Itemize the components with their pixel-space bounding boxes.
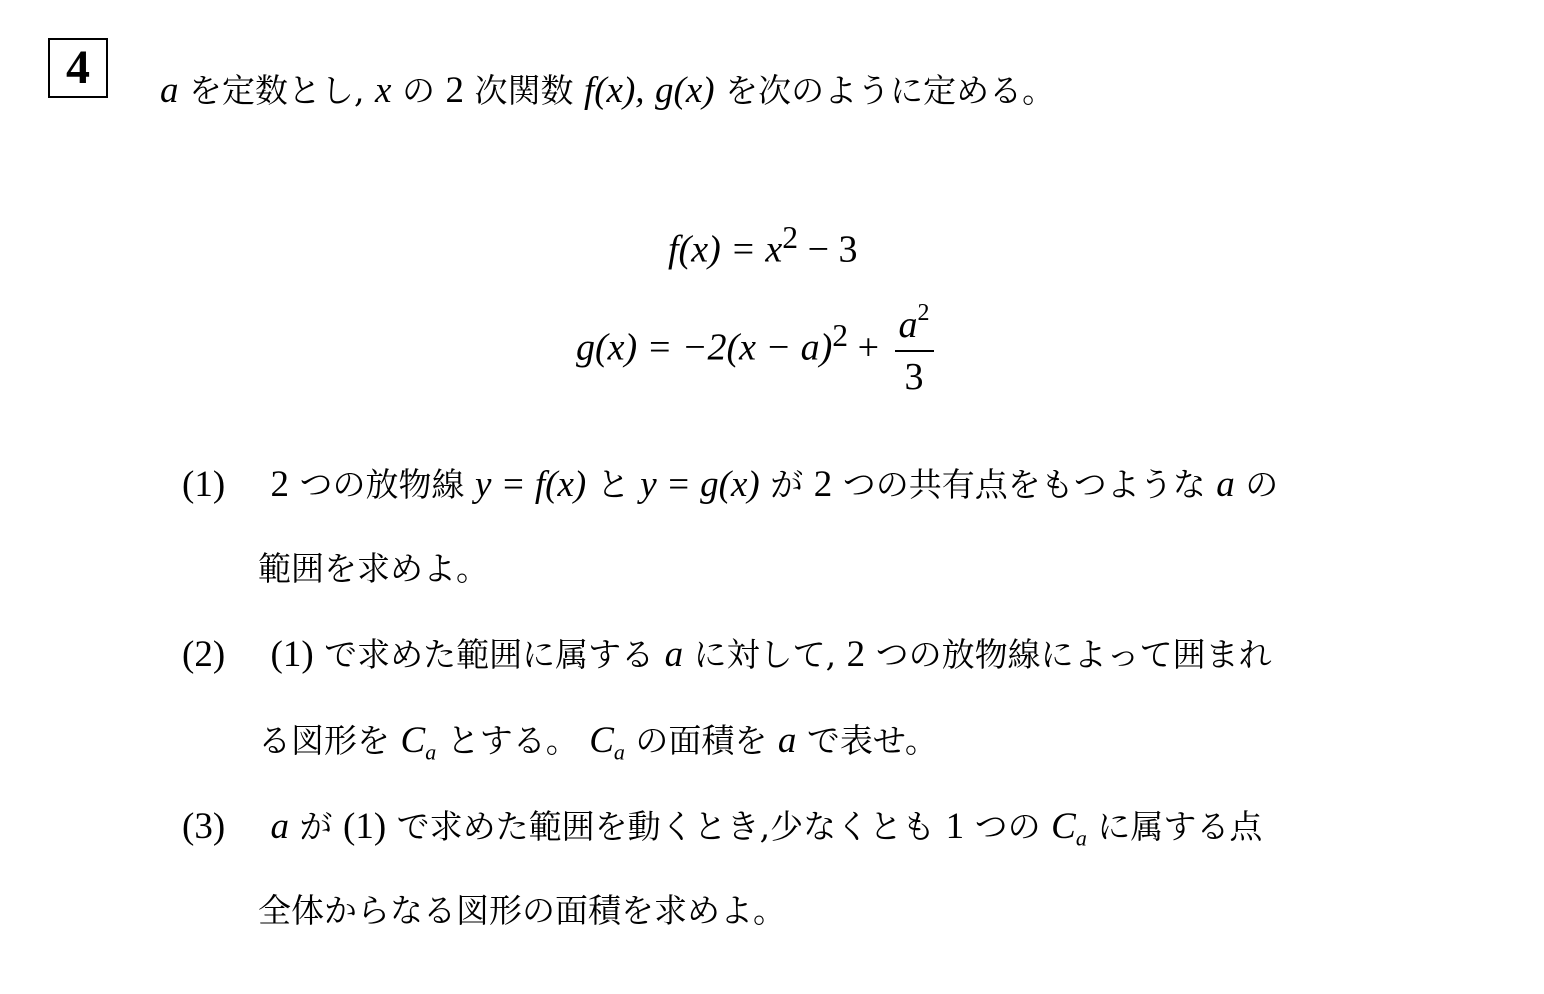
q3-text: に属する点: [1097, 807, 1263, 846]
q3-text: 全体からなる図形の面積を求めよ。: [258, 891, 786, 930]
q2-text: で表せ。: [806, 721, 938, 760]
fraction-numerator: [895, 300, 934, 352]
numerator-exponent: 2: [917, 300, 930, 327]
formula-f-rhs: − 3: [798, 228, 858, 271]
q3-text: つの: [974, 807, 1041, 846]
formula-g: [576, 300, 934, 398]
formula-f: [668, 222, 858, 269]
formula-f-exponent: 2: [782, 220, 799, 255]
q2-text: る図形を: [258, 721, 390, 760]
q3-math-ca: [1051, 806, 1087, 851]
formula-g-fraction: [895, 300, 934, 398]
numerator-a: a: [898, 304, 918, 346]
ca-c: C: [589, 720, 614, 761]
q1-label: (1): [182, 464, 226, 505]
formula-g-plus: +: [848, 326, 880, 369]
q1-text: 範囲を求めよ。: [258, 549, 489, 588]
q1-math: y = f(x): [475, 464, 587, 505]
q1-math: y = g(x): [640, 464, 760, 505]
ca-subscript: a: [613, 739, 625, 765]
intro-fx: f(x),: [583, 70, 645, 111]
q2-text: で求めた範囲に属する: [324, 635, 655, 674]
var-x: x: [375, 70, 392, 111]
q1-text: つの放物線: [299, 465, 465, 504]
q3-line-2: [258, 891, 786, 930]
q2-text: とする。: [446, 721, 579, 760]
intro-line: [160, 72, 1055, 109]
q1-text: が: [770, 465, 804, 504]
problem-number: 4: [66, 41, 90, 94]
q1-math: a: [1216, 464, 1235, 505]
ca-c: C: [400, 720, 426, 761]
q1-line-1: [182, 466, 1278, 503]
q2-label: (2): [182, 634, 226, 675]
intro-two: 2: [445, 70, 464, 111]
intro-text-1: を定数とし,: [189, 71, 365, 110]
ca-c: C: [1051, 806, 1076, 847]
q1-text: 2: [813, 464, 833, 505]
q3-text: が: [299, 807, 333, 846]
q2-text: つの放物線によって囲まれ: [875, 635, 1272, 674]
formula-g-lhs: g(x) = −2(x − a): [576, 326, 833, 369]
problem-number-box: [48, 38, 108, 98]
q3-label: (3): [182, 806, 226, 847]
q2-text: の面積を: [635, 721, 768, 760]
q2-text: 2: [846, 634, 866, 675]
q2-line-2: [258, 720, 938, 765]
q2-text: に対して,: [693, 635, 837, 674]
intro-gx: g(x): [655, 70, 715, 111]
fraction-denominator: 3: [904, 356, 924, 398]
formula-g-exponent: 2: [832, 318, 849, 354]
intro-text-2: の: [401, 71, 435, 110]
q1-text: つの共有点をもつような: [842, 465, 1206, 504]
q1-text: の: [1245, 465, 1279, 504]
q3-text: 1: [945, 806, 965, 847]
ca-subscript: a: [1075, 825, 1087, 851]
q3-math: a: [270, 806, 289, 847]
var-a: a: [160, 70, 179, 111]
q1-text: 2: [270, 464, 289, 505]
q1-line-2: [258, 549, 489, 588]
intro-text-4: を次のように定める。: [725, 71, 1056, 110]
q2-math: a: [777, 720, 797, 761]
q2-math-ca: [589, 720, 625, 765]
q2-math: a: [664, 634, 684, 675]
intro-text-3: 次関数: [474, 71, 574, 110]
q2-line-1: [182, 636, 1272, 673]
ca-subscript: a: [425, 739, 437, 765]
q2-text: (1): [270, 634, 314, 675]
q3-text: で求めた範囲を動くとき,少なくとも: [396, 807, 936, 846]
q3-text: (1): [343, 806, 387, 847]
formula-f-lhs: f(x) = x: [668, 228, 783, 271]
q2-math-ca: [400, 720, 437, 765]
q1-text: と: [596, 465, 630, 504]
q3-line-1: [182, 806, 1263, 851]
